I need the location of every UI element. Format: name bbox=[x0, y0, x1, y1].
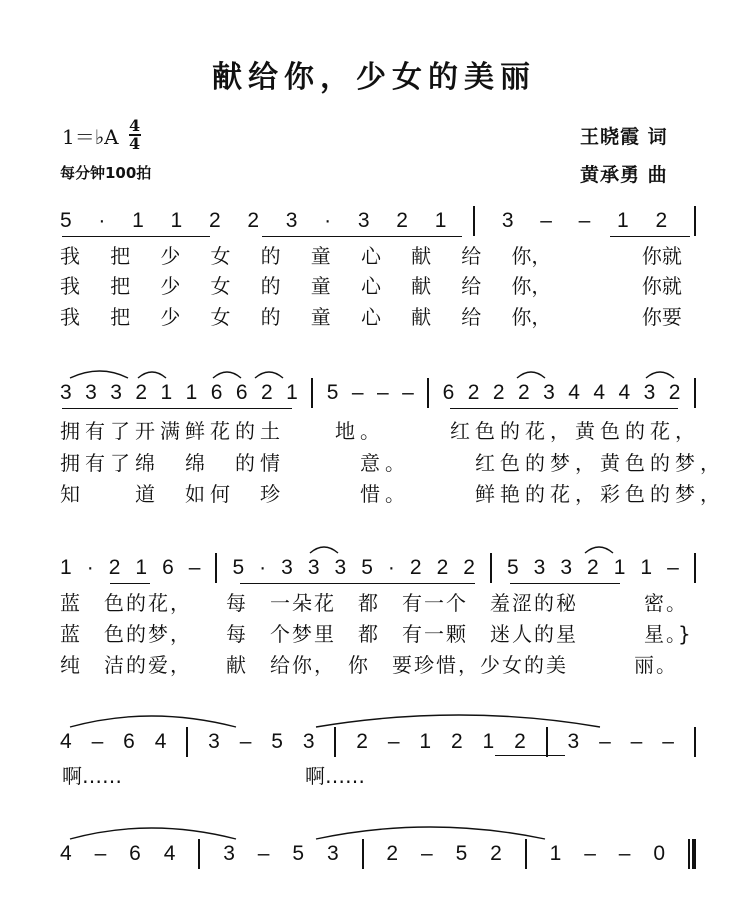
note: 2 bbox=[247, 209, 260, 232]
lyric-syllable: 你， bbox=[511, 244, 552, 268]
lyric-syllable: 童 bbox=[310, 244, 331, 268]
lyric-syllable: 我 bbox=[60, 274, 80, 298]
lyric-syllable: 献 bbox=[411, 244, 432, 268]
lyric-syllable: 童 bbox=[310, 274, 331, 298]
slur bbox=[517, 372, 545, 378]
note: 2 bbox=[668, 381, 681, 404]
note: 2 bbox=[450, 730, 463, 753]
note: 1 bbox=[640, 556, 653, 579]
note: 1 bbox=[549, 842, 562, 865]
note: 2 bbox=[386, 842, 399, 865]
lyric-syllable: 心 bbox=[360, 305, 381, 329]
lyric-syllable: 女 bbox=[210, 274, 231, 298]
time-top: 4 bbox=[129, 116, 141, 135]
dash-extension: – bbox=[599, 730, 611, 753]
note: 6 bbox=[210, 381, 223, 404]
lyric-syllable: 给 bbox=[461, 274, 482, 298]
lyric-syllable: 献 bbox=[411, 274, 432, 298]
lyric-syllable: 女 bbox=[210, 244, 231, 268]
lyric-syllable: 心 bbox=[360, 244, 381, 268]
lyric-syllable: 少 bbox=[160, 244, 181, 268]
note: 5 bbox=[326, 381, 339, 404]
note: 2 bbox=[467, 381, 480, 404]
note: 3 bbox=[501, 209, 514, 232]
dash-extension: – bbox=[188, 556, 201, 579]
slur bbox=[310, 547, 338, 553]
lyric-syllable: 女 bbox=[210, 305, 231, 329]
note: 2 bbox=[396, 209, 408, 232]
note: 4 bbox=[593, 381, 606, 404]
note: 3 bbox=[533, 556, 546, 579]
note: 3 bbox=[560, 556, 572, 579]
dot-extension: · bbox=[98, 209, 106, 232]
note: 6 bbox=[235, 381, 248, 404]
note: 1 bbox=[135, 556, 148, 579]
note: 3 bbox=[110, 381, 122, 404]
dash-extension: – bbox=[662, 730, 674, 753]
lyric-row-2-1: 拥有了开满鲜花的土 地。 红色的花，黄色的花， bbox=[60, 419, 700, 443]
lyric-syllable: 的 bbox=[260, 305, 281, 329]
lyric-row-3-2: 蓝 色的梦， 每 个梦里 都 有一颗 迷人的星 星。} bbox=[60, 622, 693, 646]
note: 4 bbox=[154, 730, 167, 753]
lyric-syllable: 你， bbox=[511, 274, 552, 298]
lyric-syllable: 你， bbox=[511, 305, 552, 329]
lyric-syllable: 把 bbox=[110, 274, 131, 298]
note: 5 bbox=[361, 556, 373, 579]
lyric-syllable: 的 bbox=[260, 244, 281, 268]
slur bbox=[585, 547, 613, 553]
note: 1 bbox=[613, 556, 626, 579]
slur bbox=[646, 372, 674, 378]
note: 3 bbox=[307, 556, 320, 579]
note: 5 bbox=[455, 842, 468, 865]
dash-extension: – bbox=[257, 842, 270, 865]
lyric-syllable: 给 bbox=[461, 244, 482, 268]
note: 4 bbox=[60, 730, 72, 753]
lyricist-credit: 王晓霞 词 bbox=[580, 126, 668, 148]
dot-extension: · bbox=[387, 556, 395, 579]
note: 1 bbox=[132, 209, 144, 232]
dash-extension: – bbox=[667, 556, 679, 579]
dash-extension: – bbox=[94, 842, 107, 865]
dash-extension: – bbox=[618, 842, 631, 865]
lyric-row-3-1: 蓝 色的花， 每 一朵花 都 有一个 羞涩的秘 密。 bbox=[60, 591, 688, 615]
lyric-syllable: 你就 bbox=[641, 274, 682, 298]
key-label: 1＝♭A bbox=[62, 124, 119, 149]
note: 3 bbox=[60, 381, 72, 404]
dot-extension: · bbox=[324, 209, 332, 232]
dash-extension: – bbox=[420, 842, 433, 865]
note: 4 bbox=[60, 842, 72, 865]
lyric-syllable: 少 bbox=[160, 305, 181, 329]
note: 1 bbox=[185, 381, 198, 404]
note: 2 bbox=[135, 381, 148, 404]
slur bbox=[316, 715, 600, 727]
dash-extension: – bbox=[239, 730, 252, 753]
dash-extension: – bbox=[351, 381, 364, 404]
dash-extension: – bbox=[584, 842, 596, 865]
note: 1 bbox=[170, 209, 183, 232]
dot-extension: · bbox=[259, 556, 267, 579]
dash-extension: – bbox=[630, 730, 643, 753]
note: 1 bbox=[60, 556, 72, 579]
note: 5 bbox=[506, 556, 519, 579]
note: 3 bbox=[302, 730, 315, 753]
lyric-syllable: 你要 bbox=[641, 305, 682, 329]
lyric-syllable: 的 bbox=[260, 274, 281, 298]
dash-extension: – bbox=[387, 730, 400, 753]
lyric-syllable: 我 bbox=[60, 305, 80, 329]
lyric-syllable: 你就 bbox=[641, 244, 682, 268]
note: 1 bbox=[482, 730, 495, 753]
note: 4 bbox=[618, 381, 631, 404]
note: 5 bbox=[60, 209, 72, 232]
note: 5 bbox=[232, 556, 245, 579]
time-bottom: 4 bbox=[129, 134, 141, 153]
lyric-ah-1: 啊…… bbox=[62, 764, 122, 788]
note: 4 bbox=[568, 381, 580, 404]
note: 1 bbox=[160, 381, 173, 404]
note: 6 bbox=[129, 842, 141, 865]
note: 1 bbox=[286, 381, 298, 404]
note: 2 bbox=[587, 556, 599, 579]
lyric-syllable: 献 bbox=[411, 305, 432, 329]
lyric-row-2-2: 拥有了绵 绵 的情 意。 红色的梦，黄色的梦， bbox=[60, 451, 725, 475]
lyric-row-2-3: 知 道 如何 珍 惜。 鲜艳的花，彩色的梦， bbox=[60, 482, 725, 506]
lyric-syllable: 童 bbox=[310, 305, 331, 329]
dash-extension: – bbox=[578, 209, 591, 232]
lyric-syllable: 少 bbox=[160, 274, 181, 298]
note: 5 bbox=[271, 730, 283, 753]
slur bbox=[213, 372, 241, 378]
note: 1 bbox=[419, 730, 432, 753]
note: 3 bbox=[285, 209, 298, 232]
slur bbox=[70, 716, 236, 727]
slur bbox=[70, 371, 128, 378]
note: 2 bbox=[490, 842, 502, 865]
lyric-syllable: 把 bbox=[110, 244, 131, 268]
note: 3 bbox=[357, 209, 370, 232]
note: 4 bbox=[163, 842, 176, 865]
lyric-ah-2: 啊…… bbox=[305, 764, 365, 788]
note: 2 bbox=[436, 556, 449, 579]
slur bbox=[316, 827, 545, 839]
note: 3 bbox=[326, 842, 339, 865]
note: 3 bbox=[334, 556, 347, 579]
dash-extension: – bbox=[91, 730, 104, 753]
note: 3 bbox=[223, 842, 235, 865]
note: 2 bbox=[518, 381, 530, 404]
note: 2 bbox=[492, 381, 505, 404]
song-title: 献给你，少女的美丽 bbox=[212, 60, 536, 95]
note: 3 bbox=[208, 730, 220, 753]
note: 2 bbox=[514, 730, 526, 753]
note: 2 bbox=[463, 556, 475, 579]
note: 6 bbox=[162, 556, 174, 579]
dot-extension: · bbox=[86, 556, 94, 579]
note: 2 bbox=[356, 730, 368, 753]
note: 2 bbox=[261, 381, 273, 404]
lyric-row-3-3: 纯 洁的爱， 献 给你， 你 要珍惜，少女的美 丽。 bbox=[60, 653, 678, 677]
lyric-syllable: 给 bbox=[461, 305, 482, 329]
lyric-syllable: 把 bbox=[110, 305, 131, 329]
lyric-syllable: 心 bbox=[360, 274, 381, 298]
note: 3 bbox=[85, 381, 97, 404]
note: 2 bbox=[108, 556, 121, 579]
dash-extension: – bbox=[402, 381, 414, 404]
dash-extension: – bbox=[540, 209, 552, 232]
note: 5 bbox=[292, 842, 305, 865]
note: 2 bbox=[208, 209, 221, 232]
dash-extension: – bbox=[376, 381, 389, 404]
note: 3 bbox=[281, 556, 293, 579]
note: 3 bbox=[567, 730, 580, 753]
note: 3 bbox=[643, 381, 656, 404]
tempo-marking: 每分钟100拍 bbox=[60, 164, 152, 182]
composer-credit: 黄承勇 曲 bbox=[580, 164, 668, 186]
note: 3 bbox=[543, 381, 555, 404]
slur bbox=[70, 828, 236, 839]
note: 1 bbox=[617, 209, 629, 232]
slur bbox=[138, 372, 166, 378]
note: 2 bbox=[409, 556, 422, 579]
slur bbox=[255, 372, 283, 378]
lyric-syllable: 我 bbox=[60, 244, 80, 268]
note: 6 bbox=[442, 381, 455, 404]
note: 0 bbox=[653, 842, 666, 865]
note: 6 bbox=[123, 730, 135, 753]
note: 1 bbox=[434, 209, 447, 232]
note: 2 bbox=[655, 209, 668, 232]
